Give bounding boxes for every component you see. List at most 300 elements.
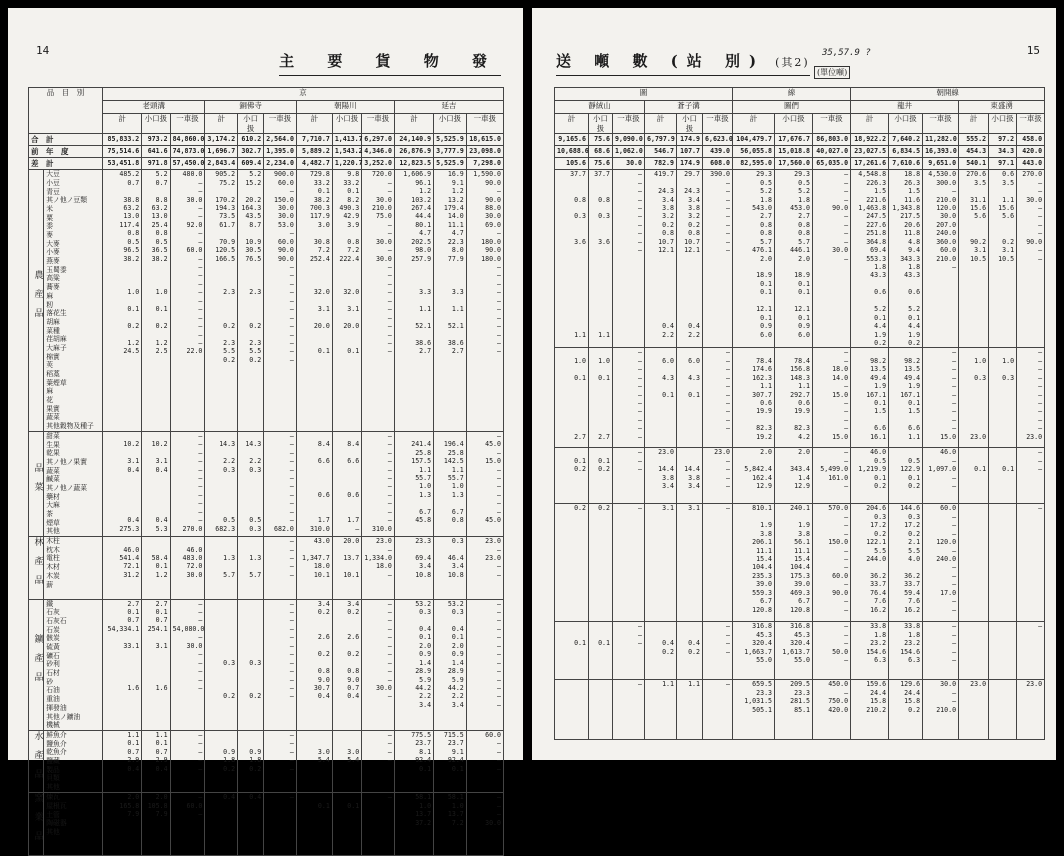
total-value: 104,479.7 bbox=[733, 134, 775, 146]
data-column: — — — — bbox=[362, 730, 395, 793]
total-value: 971.8 bbox=[142, 158, 170, 170]
total-value: 782.9 bbox=[645, 158, 677, 170]
total-value: 5,525.9 bbox=[434, 134, 467, 146]
data-column: 29.3 0.5 5.2 1.8 453.0 2.7 0.8 0.8 5.7 446.1 2.0 18.9 0.1 0.1 12.1 0.1 0.9 6.0 bbox=[775, 170, 813, 348]
data-column: 23.0 bbox=[1017, 680, 1045, 740]
data-column: 204.6 0.3 17.2 0.2 122.1 5.5 244.0 36.2 33.7 76.4 7.6 16.2 bbox=[851, 504, 889, 622]
total-value: 12,823.5 bbox=[394, 158, 433, 170]
total-label: 差 計 bbox=[29, 158, 103, 170]
data-column: — — — — — — — — — — — bbox=[613, 348, 645, 448]
data-column: 14.3 2.2 0.3 0.5 0.3 bbox=[238, 431, 264, 536]
data-column: 58.1 1.0 13.7 37.2 bbox=[394, 793, 433, 856]
category-label: 窯業品 bbox=[32, 793, 43, 851]
section-items: 甜菜 生果 乾果 其ノ他ノ果實 蔬菜 鹹菜 其ノ他ノ蔬菜 藥材 大麻 茶 煙草 其他 bbox=[44, 431, 103, 536]
sub-header: 小口扱 bbox=[238, 114, 264, 134]
title-sub: (其2) bbox=[775, 56, 810, 69]
data-column: 3.0 5.4 bbox=[332, 730, 361, 793]
data-column: 98.2 13.5 49.4 1.9 167.1 0.1 1.5 6.6 16.1 bbox=[851, 348, 889, 448]
total-value: 6,623.0 bbox=[703, 134, 733, 146]
total-value: 56,055.8 bbox=[733, 146, 775, 158]
station-header: 靜絨山 bbox=[555, 101, 645, 114]
data-column: 720.0 — — 30.0 210.0 75.0 — — 30.0 — 30.0 — — — — — — — — — — — bbox=[362, 170, 395, 432]
station-header: 老頭溝 bbox=[103, 101, 205, 114]
total-value: 23,098.0 bbox=[466, 146, 503, 158]
total-value: 454.3 bbox=[959, 146, 989, 158]
total-value: 6,834.5 bbox=[889, 146, 923, 158]
data-column: 1.1 0.1 0.7 2.9 0.4 bbox=[142, 730, 170, 793]
data-column: 37.7 0.8 0.3 3.6 1.1 bbox=[589, 170, 613, 348]
total-value: 7,610.6 bbox=[889, 158, 923, 170]
total-value: 97.2 bbox=[989, 134, 1017, 146]
data-column: 775.5 23.7 8.1 92.4 0.1 bbox=[394, 730, 433, 793]
data-column: — — 5,499.0 161.0 — bbox=[813, 448, 851, 504]
region-label: 線 bbox=[733, 88, 851, 101]
page-number: 14 bbox=[36, 44, 50, 57]
sub-header: 小口扱 bbox=[889, 114, 923, 134]
data-column: — — — — 90.0 — — — — 30.0 — bbox=[813, 170, 851, 348]
sub-header: 一車扱 bbox=[264, 114, 297, 134]
data-column: 53.2 0.3 0.4 0.1 2.0 0.9 1.4 28.9 5.9 44.2 2.2 3.4 bbox=[394, 599, 433, 730]
data-column: 78.4 156.8 148.3 1.1 292.7 0.6 19.9 82.3 4.2 bbox=[775, 348, 813, 448]
data-column: — — — — — bbox=[264, 537, 297, 600]
total-value: 16,393.0 bbox=[923, 146, 959, 158]
freight-table-left bbox=[28, 87, 504, 856]
data-column: — — — — — bbox=[264, 730, 297, 793]
data-column: 3.1 bbox=[677, 504, 703, 622]
data-column: 98.2 13.5 49.4 1.9 167.1 0.1 1.5 6.6 1.1 bbox=[889, 348, 923, 448]
data-column: 1.1 bbox=[677, 680, 703, 740]
data-column: 0.1 0.2 bbox=[589, 448, 613, 504]
station-header: 銅佛寺 bbox=[205, 101, 296, 114]
section-row bbox=[555, 170, 1045, 348]
total-value: 4,346.0 bbox=[362, 146, 395, 158]
sub-header: 一車扱 bbox=[813, 114, 851, 134]
data-column: 905.2 75.2 170.2 194.3 73.5 61.7 70.9 120.5 166.5 2.3 0.2 2.3 5.5 0.2 bbox=[205, 170, 238, 432]
total-value: 85,833.2 bbox=[103, 134, 142, 146]
region-label: 朝開線 bbox=[851, 88, 1045, 101]
total-value: 458.0 bbox=[1017, 134, 1045, 146]
data-column: 2.0 165.8 7.9 bbox=[103, 793, 142, 856]
total-value: 65,035.0 bbox=[813, 158, 851, 170]
data-column: 1,590.0 90.0 — 90.0 88.0 30.0 69.0 — 180.0 90.0 180.0 — — — — — — — — — — — bbox=[466, 170, 503, 432]
total-row bbox=[555, 146, 1045, 158]
total-value: 4,482.7 bbox=[296, 158, 332, 170]
data-column: 60.0 — — — — bbox=[466, 730, 503, 793]
section-row bbox=[29, 730, 504, 793]
sub-header: 一車扱 bbox=[1017, 114, 1045, 134]
data-column: 0.3 46.4 3.4 10.8 bbox=[434, 537, 467, 600]
section-category bbox=[29, 793, 44, 856]
left-page bbox=[8, 8, 523, 851]
data-column: — — — bbox=[613, 448, 645, 504]
sub-header: 計 bbox=[205, 114, 238, 134]
total-value: 82,595.0 bbox=[733, 158, 775, 170]
data-column: 0.4 0.2 bbox=[677, 622, 703, 680]
station-header: 圖們 bbox=[733, 101, 851, 114]
data-column: 6.0 4.3 0.1 bbox=[645, 348, 677, 448]
data-column bbox=[989, 680, 1017, 740]
total-value: 7,710.7 bbox=[296, 134, 332, 146]
data-column: 2.0 5,842.4 162.4 12.9 bbox=[733, 448, 775, 504]
right-page bbox=[532, 8, 1056, 760]
data-column: — — — — — — — — — — — 682.0 bbox=[264, 431, 297, 536]
section-row bbox=[29, 170, 504, 432]
data-column: 29.3 0.5 5.2 1.8 543.0 2.7 0.8 0.8 5.7 476.1 2.0 18.9 0.1 0.1 12.1 0.1 0.9 6.0 bbox=[733, 170, 775, 348]
data-column: — bbox=[1017, 504, 1045, 622]
total-row bbox=[29, 146, 504, 158]
data-column: 0.1 bbox=[296, 793, 332, 856]
data-column: — 60.0 — bbox=[170, 793, 205, 856]
data-column: 20.0 13.7 10.1 bbox=[332, 537, 361, 600]
page-number: 15 bbox=[1026, 44, 1040, 57]
total-value: 2,234.0 bbox=[264, 158, 297, 170]
total-value: 555.2 bbox=[959, 134, 989, 146]
total-value: 302.7 bbox=[238, 146, 264, 158]
data-column: 0.3 0.2 bbox=[238, 599, 264, 730]
data-column: 10.2 3.1 0.4 0.4 5.3 bbox=[142, 431, 170, 536]
data-column: 78.4 174.6 162.3 1.1 307.7 0.6 19.9 82.3 19.2 bbox=[733, 348, 775, 448]
data-column: 1.3 5.7 bbox=[205, 537, 238, 600]
data-column: 23.0 — — — — bbox=[703, 448, 733, 504]
data-column: 23.0 — 1,334.0 18.0 — bbox=[362, 537, 395, 600]
total-value: 11,282.0 bbox=[923, 134, 959, 146]
data-column: 0.5 122.9 0.1 0.2 bbox=[889, 448, 923, 504]
sub-header: 一車扱 bbox=[923, 114, 959, 134]
data-column: 1.0 0.3 bbox=[989, 348, 1017, 448]
total-value: 608.0 bbox=[703, 158, 733, 170]
total-value: 23,027.5 bbox=[851, 146, 889, 158]
total-value: 3,174.2 bbox=[205, 134, 238, 146]
data-column: — — — — — — — — — — — — — bbox=[466, 599, 503, 730]
data-column: — — — bbox=[613, 622, 645, 680]
data-column: — bbox=[613, 504, 645, 622]
total-value: 609.4 bbox=[238, 158, 264, 170]
data-column: 2.0 105.8 7.9 bbox=[142, 793, 170, 856]
data-column bbox=[989, 622, 1017, 680]
section-row bbox=[555, 504, 1045, 622]
data-column: — bbox=[362, 793, 395, 856]
data-column bbox=[959, 622, 989, 680]
sub-header: 計 bbox=[851, 114, 889, 134]
section-category bbox=[29, 170, 44, 432]
data-column: 570.0 — — — 150.0 — — — 60.0 — 90.0 — — bbox=[813, 504, 851, 622]
sub-header: 計 bbox=[733, 114, 775, 134]
section-items: 大豆 小豆 青豆 其ノ他ノ豆類 米 粟 黍 麥 大麥 小麥 燕麥 玉蜀黍 高粱 蕎麥 麻 籾 落花生 胡麻 菜種 荏胡麻 大麻子 棉實 莢 稻藁 葉煙草 麻 花 果實 蔬菜 其他穀物及種子 bbox=[44, 170, 103, 432]
data-column: 3.0 5.4 bbox=[296, 730, 332, 793]
data-column: 0.4 bbox=[238, 793, 264, 856]
data-column: — — — 50.0 — bbox=[813, 622, 851, 680]
total-value: 1,062.0 bbox=[613, 146, 645, 158]
sub-header: 小口扱 bbox=[775, 114, 813, 134]
total-value: 75,514.6 bbox=[103, 146, 142, 158]
data-column: 0.6 3.5 1.1 15.6 5.6 0.2 3.1 10.5 bbox=[989, 170, 1017, 348]
total-value: 1,220.7 bbox=[332, 158, 361, 170]
sub-header: 計 bbox=[959, 114, 989, 134]
total-value: 84,860.0 bbox=[170, 134, 205, 146]
data-column bbox=[589, 680, 613, 740]
data-column bbox=[555, 680, 589, 740]
data-column: 659.5 23.3 1,031.5 505.1 bbox=[733, 680, 775, 740]
data-column: 0.4 bbox=[205, 793, 238, 856]
data-column: 0.9 1.8 0.2 bbox=[205, 730, 238, 793]
sub-header: 一車扱 bbox=[613, 114, 645, 134]
sub-header: 小口扱 bbox=[589, 114, 613, 134]
data-column: — bbox=[1017, 622, 1045, 680]
data-column: 8.4 6.6 0.6 1.7 310.0 bbox=[296, 431, 332, 536]
station-header: 朝陽川 bbox=[296, 101, 394, 114]
data-column: 1.0 0.1 2.7 bbox=[589, 348, 613, 448]
data-column: — — — — — bbox=[170, 730, 205, 793]
data-column: 0.1 bbox=[589, 622, 613, 680]
data-column: 270.6 3.5 31.1 15.6 5.6 90.2 3.1 10.5 bbox=[959, 170, 989, 348]
total-value: 5,889.2 bbox=[296, 146, 332, 158]
total-value: 7,298.0 bbox=[466, 158, 503, 170]
data-column: 316.8 45.3 320.4 1,663.7 55.0 bbox=[733, 622, 775, 680]
region-label: 京 bbox=[103, 88, 504, 101]
data-column: 450.0 — 750.0 420.0 bbox=[813, 680, 851, 740]
data-column: 270.0 — — 30.0 — — — — 90.0 — — bbox=[1017, 170, 1045, 348]
total-value: 53,451.8 bbox=[103, 158, 142, 170]
data-column: — — — 54,080.0 — 30.0 — — — — — bbox=[170, 599, 205, 730]
total-value: 9,651.0 bbox=[923, 158, 959, 170]
total-label: 前 年 度 bbox=[29, 146, 103, 158]
data-column: 2.7 0.1 0.7 54,334.1 33.1 1.6 bbox=[103, 599, 142, 730]
data-column: 6.0 4.3 0.1 bbox=[677, 348, 703, 448]
total-row bbox=[29, 134, 504, 146]
data-column: 810.1 1.9 3.8 206.1 11.1 15.4 104.4 235.3 39.0 559.3 6.7 120.8 bbox=[733, 504, 775, 622]
data-column: — — — — — — — — — — — 270.0 bbox=[170, 431, 205, 536]
data-column: 2.7 0.1 0.7 254.1 3.1 1.6 bbox=[142, 599, 170, 730]
total-value: 3,777.9 bbox=[434, 146, 467, 158]
data-column: 46.0 — 1,097.0 — — bbox=[923, 448, 959, 504]
data-column: 4,530.0 300.0 — 210.0 120.0 30.0 207.0 240.0 360.0 60.0 210.0 — bbox=[923, 170, 959, 348]
data-column: 129.6 24.4 15.8 0.2 bbox=[889, 680, 923, 740]
total-value: 439.0 bbox=[703, 146, 733, 158]
handwritten-annotation: 35,57.9 ? bbox=[822, 48, 871, 58]
data-column: 23.3 69.4 3.4 10.8 bbox=[394, 537, 433, 600]
total-value: 9,090.0 bbox=[613, 134, 645, 146]
data-column: — — — — — — — — — — bbox=[613, 170, 645, 348]
data-column: — bbox=[703, 504, 733, 622]
total-value: 9,165.6 bbox=[555, 134, 589, 146]
data-column: — — 18.0 14.0 — 15.0 — — — — 15.0 bbox=[813, 348, 851, 448]
category-label: 水產品 bbox=[32, 730, 43, 788]
total-value: 7,640.2 bbox=[889, 134, 923, 146]
total-value: 107.7 bbox=[677, 146, 703, 158]
data-column: 60.0 — — — 120.0 — 240.0 — — — 17.0 — — bbox=[923, 504, 959, 622]
sub-header: 小口扱 bbox=[434, 114, 467, 134]
station-header: 龍井 bbox=[851, 101, 959, 114]
data-column: 30.0 — — 210.0 bbox=[923, 680, 959, 740]
total-value: 1,696.7 bbox=[205, 146, 238, 158]
data-column: 0.2 bbox=[555, 504, 589, 622]
data-column: — — — — — — — — — — 23.0 bbox=[1017, 348, 1045, 448]
total-row bbox=[555, 158, 1045, 170]
data-column: 0.1 0.2 bbox=[555, 448, 589, 504]
section-row bbox=[29, 793, 504, 856]
sub-header: 一車扱 bbox=[703, 114, 733, 134]
data-column: 16.9 9.1 1.2 13.2 179.4 14.0 11.1 4.7 22.3 8.0 77.9 3.3 1.1 52.1 38.6 2.7 bbox=[434, 170, 467, 432]
total-value: 57,450.0 bbox=[170, 158, 205, 170]
book-gutter bbox=[523, 0, 532, 768]
total-value: 15,018.8 bbox=[775, 146, 813, 158]
total-value: 1,543.2 bbox=[332, 146, 361, 158]
section-row bbox=[555, 622, 1045, 680]
total-value: 1,395.0 bbox=[264, 146, 297, 158]
unit-label: (單位噸) bbox=[814, 66, 850, 79]
data-column: — — — — — — — — — — 30.0 — bbox=[362, 599, 395, 730]
section-items: 鐵 石灰 石灰石 石炭 骸炭 硫黃 礦石 砂利 石材 砂 石油 重油 揮發油 其他ノ鑛油 機械 bbox=[44, 599, 103, 730]
total-value: 17,560.0 bbox=[775, 158, 813, 170]
data-column: 18.8 26.3 1.5 11.6 1,343.8 217.5 20.6 11.8 4.8 9.4 343.3 1.8 43.3 0.6 5.2 0.1 4.4 1.9 0.2 bbox=[889, 170, 923, 348]
sub-header: 一車扱 bbox=[362, 114, 395, 134]
region-label: 圖 bbox=[555, 88, 733, 101]
data-column: — bbox=[703, 680, 733, 740]
data-column: 316.8 45.3 320.4 1,613.7 55.0 bbox=[775, 622, 813, 680]
category-label: 林產品 bbox=[32, 537, 43, 595]
data-column: 196.4 25.8 142.5 1.1 55.7 1.0 1.3 6.7 0.8 bbox=[434, 431, 467, 536]
section-items: 煉瓦 屋根瓦 土管 陶磁器 其他 bbox=[44, 793, 103, 856]
data-column: 46.0 0.5 1,219.9 0.1 0.2 bbox=[851, 448, 889, 504]
data-column: 1.0 0.1 2.7 bbox=[555, 348, 589, 448]
station-header: 延吉 bbox=[394, 101, 503, 114]
station-header: 蒼子溝 bbox=[645, 101, 733, 114]
data-column: 2.0 343.4 1.4 12.9 bbox=[775, 448, 813, 504]
data-column: 46.0 483.0 72.0 30.0 bbox=[170, 537, 205, 600]
sub-header: 計 bbox=[394, 114, 433, 134]
category-label: 鑛產品 bbox=[32, 633, 43, 691]
section-category bbox=[29, 730, 44, 793]
data-column: 5.2 0.7 8.8 63.2 13.0 25.4 0.8 0.5 36.5 38.2 1.0 0.1 0.2 1.2 2.5 bbox=[142, 170, 170, 432]
section-category bbox=[29, 537, 44, 600]
data-column: 240.1 1.9 3.8 56.1 11.1 15.4 104.4 175.3 39.0 469.3 6.7 120.8 bbox=[775, 504, 813, 622]
total-value: 17,676.7 bbox=[775, 134, 813, 146]
data-column: 53.2 0.3 0.4 0.1 2.0 0.9 1.4 28.9 5.9 44.2 2.2 3.4 bbox=[434, 599, 467, 730]
sub-header: 計 bbox=[645, 114, 677, 134]
total-value: 3,252.0 bbox=[362, 158, 395, 170]
sub-header: 小口扱 bbox=[989, 114, 1017, 134]
total-value: 443.0 bbox=[1017, 158, 1045, 170]
total-value: 30.0 bbox=[613, 158, 645, 170]
total-label: 合 計 bbox=[29, 134, 103, 146]
data-column: 0.9 1.8 0.2 bbox=[238, 730, 264, 793]
section-items: 鮮魚介 鹽魚介 乾魚介 鹽藏 製品 貝類 其他 bbox=[44, 730, 103, 793]
data-column: 0.1 bbox=[555, 622, 589, 680]
data-column: — — — — — — — — — — bbox=[703, 348, 733, 448]
section-row bbox=[555, 448, 1045, 504]
total-value: 420.0 bbox=[1017, 146, 1045, 158]
section-row bbox=[555, 348, 1045, 448]
total-value: 1,413.7 bbox=[332, 134, 361, 146]
data-column: — — — — — — — — — — — — bbox=[264, 599, 297, 730]
data-column: 159.6 24.4 15.8 210.2 bbox=[851, 680, 889, 740]
data-column: 46.0 541.4 72.1 31.2 bbox=[103, 537, 142, 600]
sub-header: 計 bbox=[103, 114, 142, 134]
total-value: 18,922.2 bbox=[851, 134, 889, 146]
total-value: 641.6 bbox=[142, 146, 170, 158]
data-column: — — — 30.0 bbox=[466, 793, 503, 856]
total-value: 18,615.0 bbox=[466, 134, 503, 146]
data-column: 23.0 bbox=[959, 680, 989, 740]
data-column: 0.2 bbox=[589, 504, 613, 622]
total-value: 973.2 bbox=[142, 134, 170, 146]
data-column: 9.8 33.2 0.1 8.2 490.3 42.9 3.9 0.8 7.2 222.4 32.0 3.1 20.0 0.1 bbox=[332, 170, 361, 432]
sub-header: 一車扱 bbox=[170, 114, 205, 134]
total-value: 10,688.6 bbox=[555, 146, 589, 158]
data-column: 0.4 0.2 bbox=[645, 622, 677, 680]
data-column: 144.6 0.3 17.2 0.2 2.1 5.5 4.0 36.2 33.7 59.4 7.6 16.2 bbox=[889, 504, 923, 622]
data-column: 5.2 15.2 20.2 164.3 43.5 8.7 10.9 30.5 76.5 2.3 0.2 2.3 5.5 0.2 bbox=[238, 170, 264, 432]
total-value: 97.1 bbox=[989, 158, 1017, 170]
title-text: 送 噸 數 (站 別) bbox=[556, 52, 766, 70]
total-value: 75.6 bbox=[589, 134, 613, 146]
data-column: 0.1 bbox=[989, 448, 1017, 504]
data-column: 29.7 24.3 3.4 3.8 3.2 0.2 0.8 10.7 12.1 0.4 2.2 bbox=[677, 170, 703, 348]
data-column: 14.3 2.2 0.3 0.5 682.3 bbox=[205, 431, 238, 536]
total-value: 610.2 bbox=[238, 134, 264, 146]
data-column: 14.4 3.8 3.4 bbox=[677, 448, 703, 504]
data-column: — — — bbox=[1017, 448, 1045, 504]
total-value: 26,876.9 bbox=[394, 146, 433, 158]
section-row bbox=[555, 680, 1045, 740]
data-column: 0.3 0.2 bbox=[205, 599, 238, 730]
data-column: — 45.0 — 15.0 — — — — — — 45.0 bbox=[466, 431, 503, 536]
total-value: 2,564.0 bbox=[264, 134, 297, 146]
page-title: 主 要 貨 物 發 bbox=[279, 50, 501, 76]
sub-header: 小口扱 bbox=[332, 114, 361, 134]
data-column: 1.3 5.7 bbox=[238, 537, 264, 600]
total-value: 174.9 bbox=[677, 134, 703, 146]
data-column: 1.1 0.1 0.7 2.9 0.4 bbox=[103, 730, 142, 793]
data-column: 58.1 1.0 13.7 7.2 bbox=[434, 793, 467, 856]
data-column: 23.0 14.4 3.8 3.4 bbox=[645, 448, 677, 504]
data-column: 390.0 — — — — — — — — — bbox=[703, 170, 733, 348]
total-value: 6,797.9 bbox=[645, 134, 677, 146]
data-column: 23.0 — 23.0 — — bbox=[466, 537, 503, 600]
sub-header: 計 bbox=[296, 114, 332, 134]
total-value: 75.6 bbox=[589, 158, 613, 170]
total-value: 68.6 bbox=[589, 146, 613, 158]
data-column: 1.0 0.3 23.0 bbox=[959, 348, 989, 448]
data-column: 900.0 60.0 — 150.0 30.0 30.0 53.0 — 60.0 90.0 90.0 — — — — — — — — — — — — bbox=[264, 170, 297, 432]
section-category bbox=[29, 599, 44, 730]
total-row bbox=[29, 158, 504, 170]
total-row bbox=[555, 134, 1045, 146]
section-row bbox=[29, 537, 504, 600]
data-column: — — — — — — — — — — 15.0 bbox=[923, 348, 959, 448]
data-column: 241.4 25.8 157.5 1.1 55.7 1.0 1.3 6.7 45.8 bbox=[394, 431, 433, 536]
total-value: 74,873.0 bbox=[170, 146, 205, 158]
data-column: 0.1 bbox=[959, 448, 989, 504]
freight-table-right bbox=[554, 87, 1045, 740]
total-value: 546.7 bbox=[645, 146, 677, 158]
data-column: 419.7 24.3 3.4 3.8 3.2 0.2 0.8 10.7 12.1 0.4 2.2 bbox=[645, 170, 677, 348]
section-row bbox=[29, 599, 504, 730]
sub-header: 計 bbox=[555, 114, 589, 134]
data-column: 10.2 3.1 0.4 0.4 275.3 bbox=[103, 431, 142, 536]
data-column bbox=[959, 504, 989, 622]
data-column: 4,548.8 226.3 1.5 221.6 1,463.8 247.5 227.6 251.8 364.8 69.4 553.3 1.8 43.3 0.6 5.2 0.1 4.4 1.9 0.2 bbox=[851, 170, 889, 348]
data-column: 33.8 1.8 23.2 154.6 6.3 bbox=[851, 622, 889, 680]
total-value: 105.6 bbox=[555, 158, 589, 170]
data-column: 715.5 23.7 9.1 92.4 0.1 bbox=[434, 730, 467, 793]
data-column: 0.1 bbox=[332, 793, 361, 856]
data-column: — — — — — — — — — — — 310.0 bbox=[362, 431, 395, 536]
data-column: 37.7 0.8 0.3 3.6 1.1 bbox=[555, 170, 589, 348]
data-column: 480.0 — — 30.0 — — 92.0 — — 60.0 — — — — — — — — — — — 22.0 bbox=[170, 170, 205, 432]
total-value: 540.1 bbox=[959, 158, 989, 170]
data-column: — — — — bbox=[703, 622, 733, 680]
